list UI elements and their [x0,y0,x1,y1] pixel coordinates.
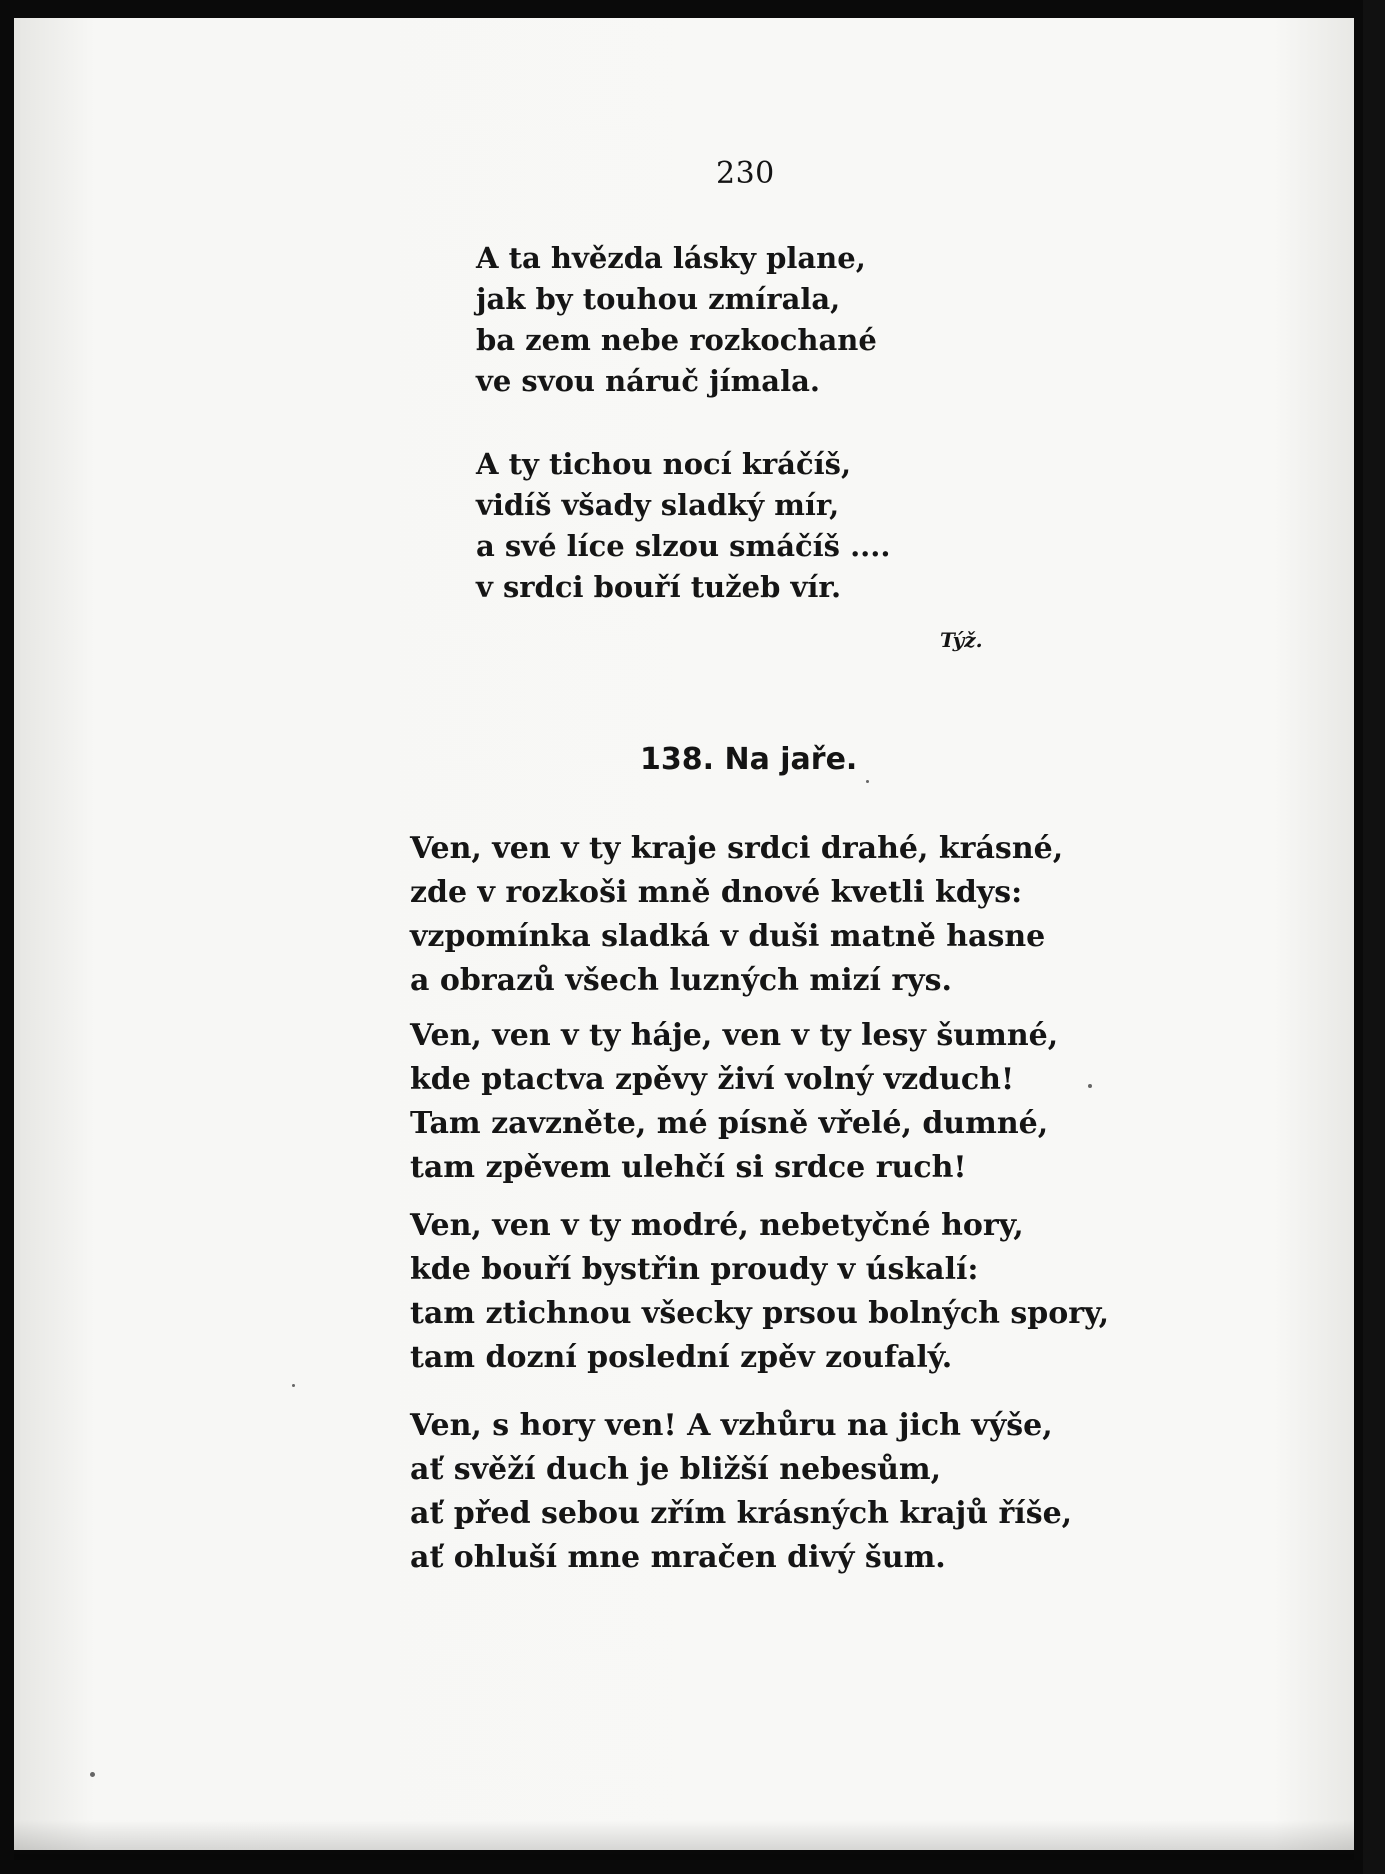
verse-line: A ty tichou nocí kráčíš, [476,447,852,481]
page-shadow [14,1820,1354,1860]
scan-speck [866,780,869,783]
verse-line: Ven, ven v ty háje, ven v ty lesy šumné, [410,1018,1059,1053]
verse-line: Ven, s hory ven! A vzhůru na jich výše, [410,1408,1053,1443]
verse-line: tam ztichnou všecky prsou bolných spory, [410,1296,1110,1331]
verse-line: a své líce slzou smáčíš .... [476,529,891,563]
verse-line: ať svěží duch je bližší nebesům, [410,1452,942,1487]
poem-stanza-2 [410,1014,1058,1190]
verse-line: zde v rozkoši mně dnové kvetli kdys: [410,875,1023,910]
verse-line: a obrazů všech luzných mizí rys. [410,963,952,998]
attribution: Týž. [940,628,983,652]
scan-speck [292,1384,295,1387]
scan-speck [1088,1084,1092,1088]
scan-speck [90,1772,95,1777]
verse-line: ať před sebou zřím krásných krajů říše, [410,1496,1073,1531]
verse-line: vzpomínka sladká v duši matně hasne [410,919,1046,954]
verse-line: Tam zavzněte, mé písně vřelé, dumné, [410,1106,1049,1141]
verse-line: jak by touhou zmírala, [476,282,841,316]
verse-line: kde bouří bystřin proudy v úskalí: [410,1252,979,1287]
verse-line: ba zem nebe rozkochané [476,323,877,357]
verse-line: vidíš všady sladký mír, [476,488,840,522]
verse-line: A ta hvězda lásky plane, [476,241,866,275]
stanza-1 [476,238,877,402]
verse-line: ať ohluší mne mračen divý šum. [410,1540,946,1575]
verse-line: v srdci bouří tužeb vír. [476,570,842,604]
page-number: 230 [716,156,775,191]
verse-line: Ven, ven v ty kraje srdci drahé, krásné, [410,831,1064,866]
poem-heading: 138. Na jaře. [640,742,858,777]
verse-line: Ven, ven v ty modré, nebetyčné hory, [410,1208,1024,1243]
verse-line: tam zpěvem ulehčí si srdce ruch! [410,1150,967,1185]
poem-stanza-4 [410,1404,1072,1580]
poem-stanza-1 [410,827,1063,1003]
verse-line: kde ptactva zpěvy živí volný vzduch! [410,1062,1015,1097]
stanza-2 [476,444,890,608]
verse-line: tam dozní poslední zpěv zoufalý. [410,1340,953,1375]
poem-stanza-3 [410,1204,1109,1380]
scan-border [1363,0,1385,1874]
verse-line: ve svou náruč jímala. [476,364,820,398]
